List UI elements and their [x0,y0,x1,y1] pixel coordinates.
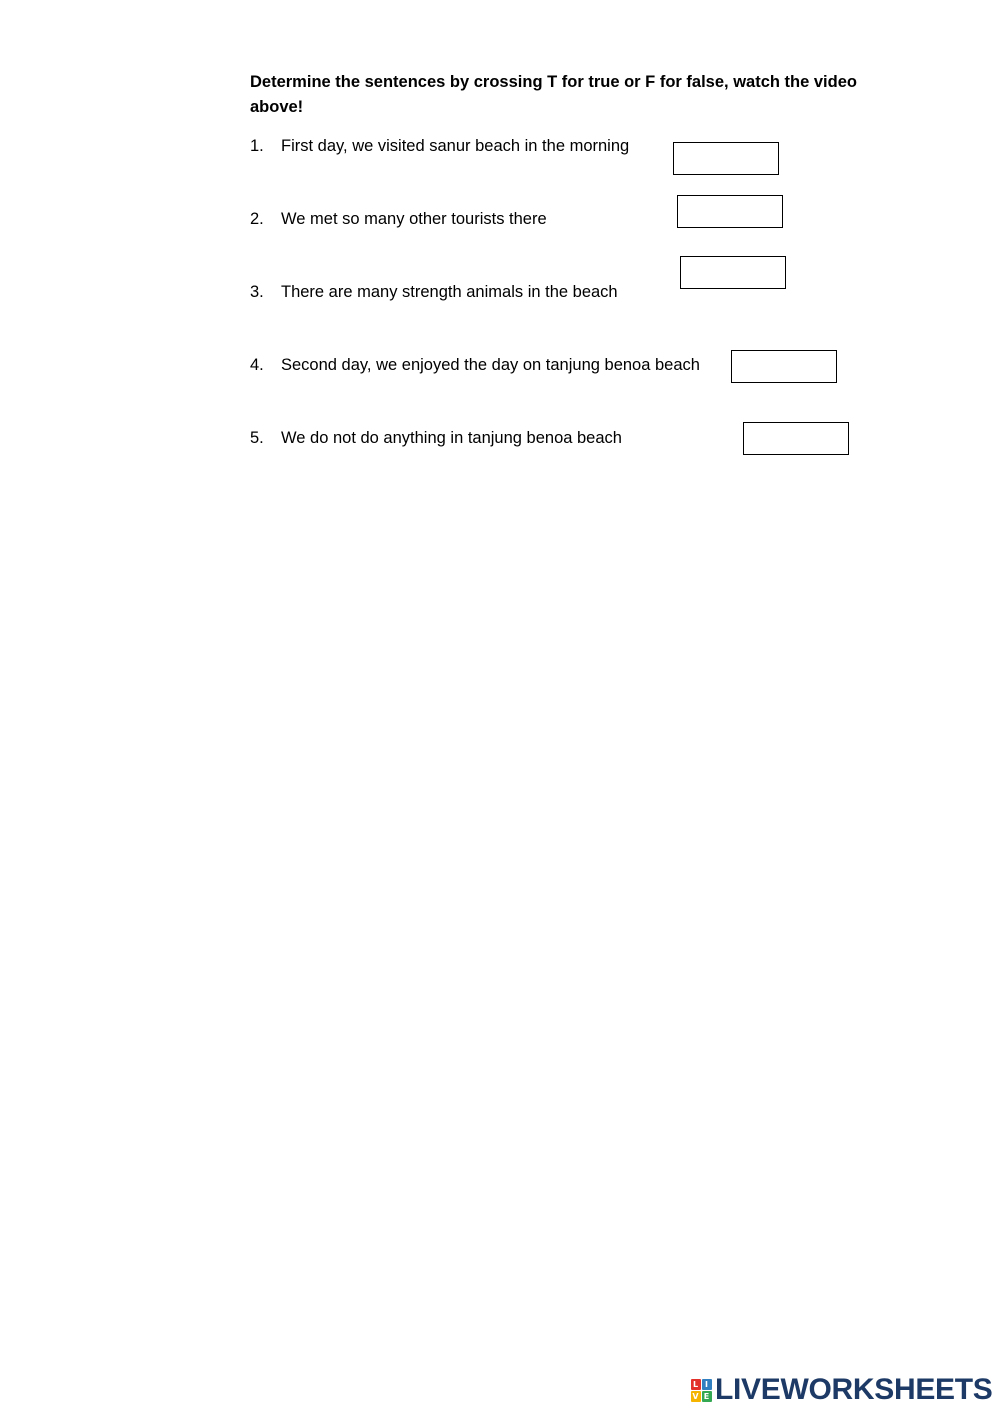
statement-number: 5. [250,429,264,447]
liveworksheets-logo [690,1374,993,1406]
statement-text: We met so many other tourists there [281,210,547,228]
statement-text: First day, we visited sanur beach in the morning [281,137,630,155]
answer-box-5[interactable] [743,422,849,455]
answer-box-4[interactable] [731,350,837,383]
instruction-text: Determine the sentences by crossing T for true or F for false, watch the video above! [250,73,857,116]
statement-1 [250,136,629,156]
statement-text: There are many strength animals in the beach [281,283,618,301]
statement-text: Second day, we enjoyed the day on tanjung benoa beach [281,356,700,374]
statement-number: 4. [250,356,264,374]
logo-text: LIVEWORKSHEETS [715,1373,993,1406]
statement-5 [250,428,622,448]
statement-4 [250,355,700,375]
answer-box-3[interactable] [680,256,786,289]
logo-mark-cell: I [702,1379,712,1390]
logo-mark-cell: E [702,1391,712,1402]
statement-number: 2. [250,210,264,228]
logo-mark-cell: L [691,1379,701,1390]
statement-2 [250,209,547,229]
logo-mark-cell: V [692,1391,699,1401]
statement-number: 3. [250,283,264,301]
statement-3 [250,282,618,302]
answer-box-1[interactable] [673,142,779,175]
answer-box-2[interactable] [677,195,783,228]
statement-number: 1. [250,137,264,155]
statement-text: We do not do anything in tanjung benoa beach [281,429,622,447]
logo-mark-icon [690,1378,712,1402]
